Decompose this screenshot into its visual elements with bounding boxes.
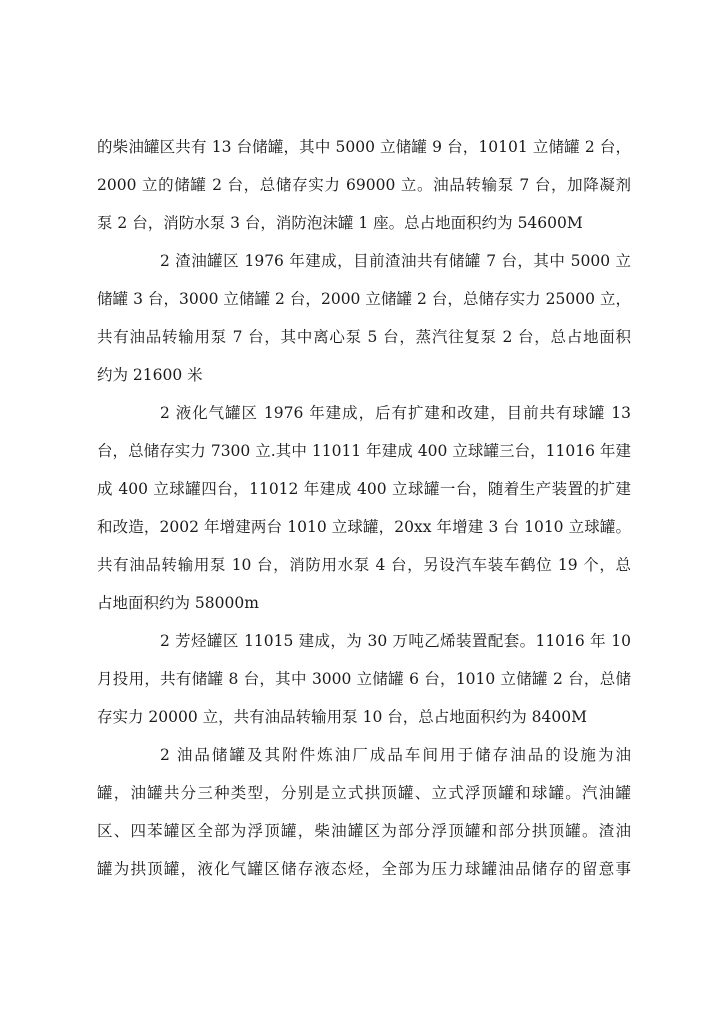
p2-line-2: 储罐 3 台，3000 立储罐 2 台，2000 立储罐 2 台，总储存实力 25000 立， xyxy=(97,290,631,308)
p3-line-2: 台，总储存实力 7300 立.其中 11011 年建成 400 立球罐三台，11016 年建 xyxy=(97,442,631,460)
p1-line-1: 的柴油罐区共有 13 台储罐，其中 5000 立储罐 9 台，10101 立储罐 2 台， xyxy=(97,138,631,156)
p3-line-1: 2 液化气罐区 1976 年建成，后有扩建和改建，目前共有球罐 13 xyxy=(160,404,631,422)
p2-line-4: 约为 21600 米 xyxy=(97,366,203,384)
p4-line-1: 2 芳烃罐区 11015 建成，为 30 万吨乙烯装置配套。11016 年 10 xyxy=(160,632,631,650)
p3-line-5: 共有油品转输用泵 10 台，消防用水泵 4 台，另设汽车装车鹤位 19 个，总 xyxy=(97,556,631,574)
p5-line-4: 罐为拱顶罐，液化气罐区储存液态烃，全部为压力球罐油品储存的留意事 xyxy=(97,860,631,878)
p3-line-4: 和改造，2002 年增建两台 1010 立球罐，20xx 年增建 3 台 1010 立球罐。 xyxy=(97,518,631,536)
p4-line-2: 月投用，共有储罐 8 台，其中 3000 立储罐 6 台，1010 立储罐 2 台，总储 xyxy=(97,670,631,688)
p1-line-2: 2000 立的储罐 2 台，总储存实力 69000 立。油品转输泵 7 台，加降凝剂 xyxy=(97,176,631,194)
p5-line-1: 2 油品储罐及其附件炼油厂成品车间用于储存油品的设施为油 xyxy=(160,746,631,764)
p2-line-1: 2 渣油罐区 1976 年建成，目前渣油共有储罐 7 台，其中 5000 立 xyxy=(160,252,631,270)
p5-line-2: 罐，油罐共分三种类型，分别是立式拱顶罐、立式浮顶罐和球罐。汽油罐 xyxy=(97,784,631,802)
p4-line-3: 存实力 20000 立，共有油品转输用泵 10 台，总占地面积约为 8400M xyxy=(97,708,587,726)
p2-line-3: 共有油品转输用泵 7 台，其中离心泵 5 台，蒸汽往复泵 2 台，总占地面积 xyxy=(97,328,631,346)
p3-line-3: 成 400 立球罐四台，11012 年建成 400 立球罐一台，随着生产装置的扩建 xyxy=(97,480,631,498)
p1-line-3: 泵 2 台，消防水泵 3 台，消防泡沫罐 1 座。总占地面积约为 54600M xyxy=(97,214,583,232)
p5-line-3: 区、四苯罐区全部为浮顶罐，柴油罐区为部分浮顶罐和部分拱顶罐。渣油 xyxy=(97,822,631,840)
p3-line-6: 占地面积约为 58000m xyxy=(97,594,259,612)
